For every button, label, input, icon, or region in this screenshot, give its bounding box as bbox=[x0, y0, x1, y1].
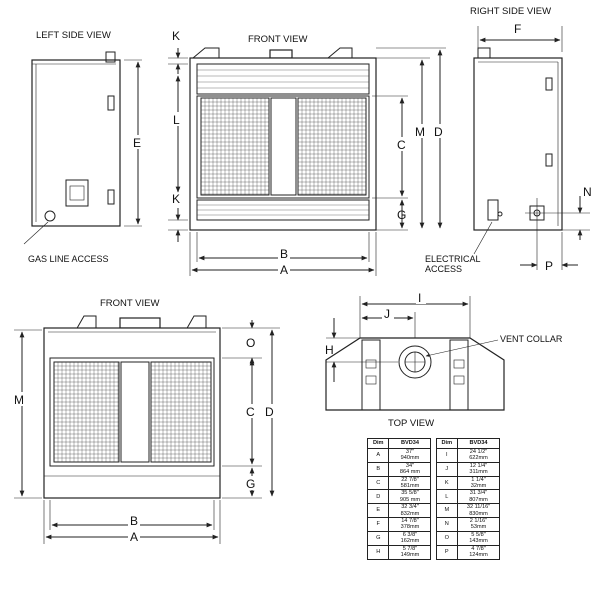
table-cell-dim: B bbox=[368, 462, 389, 476]
value-mm: 32mm bbox=[470, 483, 487, 490]
front-view-bottom-title: FRONT VIEW bbox=[100, 298, 160, 309]
value-inches: 1 1/4" bbox=[471, 476, 486, 483]
value-inches: 34" bbox=[405, 462, 415, 469]
value-inches: 32 3/4" bbox=[401, 504, 419, 511]
table-cell-value bbox=[389, 462, 431, 476]
value-mm: 149mm bbox=[400, 552, 420, 559]
electrical-access-label-line2: ACCESS bbox=[425, 264, 463, 274]
table-header-model: BVD34 bbox=[389, 439, 431, 449]
table-cell-value bbox=[458, 462, 500, 476]
table-header-dim: Dim bbox=[436, 439, 457, 449]
value-mm: 940mm bbox=[400, 455, 420, 462]
value-mm: 864 mm bbox=[399, 469, 421, 476]
table-cell-dim: A bbox=[368, 449, 389, 463]
value-mm: 581mm bbox=[400, 483, 420, 490]
table-cell-dim: O bbox=[436, 531, 457, 545]
table-cell-value bbox=[389, 490, 431, 504]
left-side-view bbox=[24, 30, 145, 264]
dim-label-n: N bbox=[583, 185, 592, 199]
value-mm: 830mm bbox=[469, 510, 488, 517]
table-header-model: BVD34 bbox=[458, 439, 500, 449]
table-cell-value bbox=[389, 545, 431, 559]
value-inches: 4 7/8" bbox=[471, 545, 486, 552]
table-row bbox=[368, 545, 500, 559]
table-cell-value bbox=[389, 518, 431, 532]
value-mm: 905 mm bbox=[399, 496, 421, 503]
dimension-table-header bbox=[368, 439, 500, 449]
value-inches: 24 1/2" bbox=[469, 449, 488, 455]
gas-line-access-label: GAS LINE ACCESS bbox=[28, 254, 109, 264]
table-cell-value bbox=[458, 504, 500, 518]
value-inches: 5 7/8" bbox=[402, 545, 418, 552]
table-cell-dim: H bbox=[368, 545, 389, 559]
value-mm: 311mm bbox=[469, 469, 488, 476]
table-row bbox=[368, 518, 500, 532]
top-view bbox=[325, 291, 563, 429]
value-mm: 622mm bbox=[469, 455, 488, 462]
table-cell-dim: J bbox=[436, 462, 457, 476]
dim-label-l: L bbox=[173, 113, 180, 127]
dim-label-b-top: B bbox=[280, 247, 289, 261]
dim-label-m-bottom: M bbox=[14, 393, 24, 407]
value-inches: 14 7/8" bbox=[401, 518, 419, 525]
dim-label-d-bottom: D bbox=[265, 405, 274, 419]
left-side-view-title: LEFT SIDE VIEW bbox=[36, 30, 111, 41]
dim-label-h: H bbox=[325, 343, 334, 357]
value-mm: 53mm bbox=[470, 524, 487, 531]
table-cell-dim: E bbox=[368, 504, 389, 518]
value-inches: 6 3/8" bbox=[402, 531, 418, 538]
electrical-access-label-line1: ELECTRICAL bbox=[425, 254, 481, 264]
table-cell-dim: K bbox=[436, 476, 457, 490]
dim-label-m-top: M bbox=[415, 125, 425, 139]
vent-collar-label: VENT COLLAR bbox=[500, 334, 563, 344]
dim-label-e: E bbox=[133, 136, 142, 150]
table-cell-dim: F bbox=[368, 518, 389, 532]
right-side-view-title: RIGHT SIDE VIEW bbox=[470, 6, 552, 17]
dim-label-g-top: G bbox=[397, 208, 407, 222]
dim-label-k-top: K bbox=[172, 29, 181, 43]
value-inches: 31 3/4" bbox=[469, 490, 488, 497]
table-cell-dim: C bbox=[368, 476, 389, 490]
table-row bbox=[368, 490, 500, 504]
table-cell-dim: G bbox=[368, 531, 389, 545]
value-inches: 37" bbox=[405, 449, 415, 455]
table-row bbox=[368, 504, 500, 518]
table-cell-value bbox=[458, 531, 500, 545]
value-inches: 5 5/8" bbox=[471, 531, 486, 538]
table-cell-value bbox=[458, 476, 500, 490]
value-mm: 124mm bbox=[469, 552, 488, 559]
table-cell-dim: N bbox=[436, 518, 457, 532]
dim-label-d-top: D bbox=[434, 125, 443, 139]
value-mm: 378mm bbox=[400, 524, 420, 531]
value-mm: 162mm bbox=[400, 538, 420, 545]
table-row bbox=[368, 462, 500, 476]
table-cell-dim: I bbox=[436, 449, 457, 463]
dim-label-f: F bbox=[514, 22, 522, 36]
dim-label-j: J bbox=[384, 307, 390, 321]
table-cell-value bbox=[389, 504, 431, 518]
table-row bbox=[368, 476, 500, 490]
table-header-dim: Dim bbox=[368, 439, 389, 449]
table-cell-value bbox=[458, 545, 500, 559]
table-cell-dim: P bbox=[436, 545, 457, 559]
value-inches: 2 1/16" bbox=[469, 518, 488, 525]
value-inches: 35 5/8" bbox=[401, 490, 419, 497]
front-view-top-title: FRONT VIEW bbox=[248, 34, 308, 45]
top-view-title: TOP VIEW bbox=[388, 418, 435, 429]
table-cell-value bbox=[458, 518, 500, 532]
table-cell-dim: L bbox=[436, 490, 457, 504]
value-inches: 12 1/4" bbox=[469, 462, 488, 469]
table-cell-value bbox=[389, 531, 431, 545]
dim-label-g-bottom: G bbox=[246, 477, 256, 491]
table-row bbox=[368, 449, 500, 463]
dim-label-c-bottom: C bbox=[246, 405, 255, 419]
table-cell-value bbox=[458, 490, 500, 504]
dim-label-k-bottom: K bbox=[172, 192, 181, 206]
right-side-view bbox=[425, 6, 592, 274]
value-mm: 807mm bbox=[469, 496, 488, 503]
table-cell-dim: D bbox=[368, 490, 389, 504]
dim-label-a-bottom: A bbox=[130, 530, 139, 544]
table-cell-dim: M bbox=[436, 504, 457, 518]
front-view-top bbox=[168, 29, 447, 277]
dim-label-i: I bbox=[418, 291, 422, 305]
table-cell-value bbox=[389, 449, 431, 463]
dim-label-b-bottom: B bbox=[130, 514, 139, 528]
value-mm: 832mm bbox=[400, 510, 420, 517]
value-inches: 32 11/16" bbox=[466, 504, 491, 511]
dim-label-p: P bbox=[545, 259, 554, 273]
value-inches: 22 7/8" bbox=[401, 476, 419, 483]
value-mm: 143mm bbox=[469, 538, 488, 545]
front-view-bottom bbox=[13, 298, 280, 544]
table-row bbox=[368, 531, 500, 545]
dim-label-c: C bbox=[397, 138, 406, 152]
dim-label-o: O bbox=[246, 336, 256, 350]
table-cell-value bbox=[458, 449, 500, 463]
table-cell-value bbox=[389, 476, 431, 490]
dimension-table bbox=[367, 438, 500, 560]
dim-label-a-top: A bbox=[280, 263, 289, 277]
